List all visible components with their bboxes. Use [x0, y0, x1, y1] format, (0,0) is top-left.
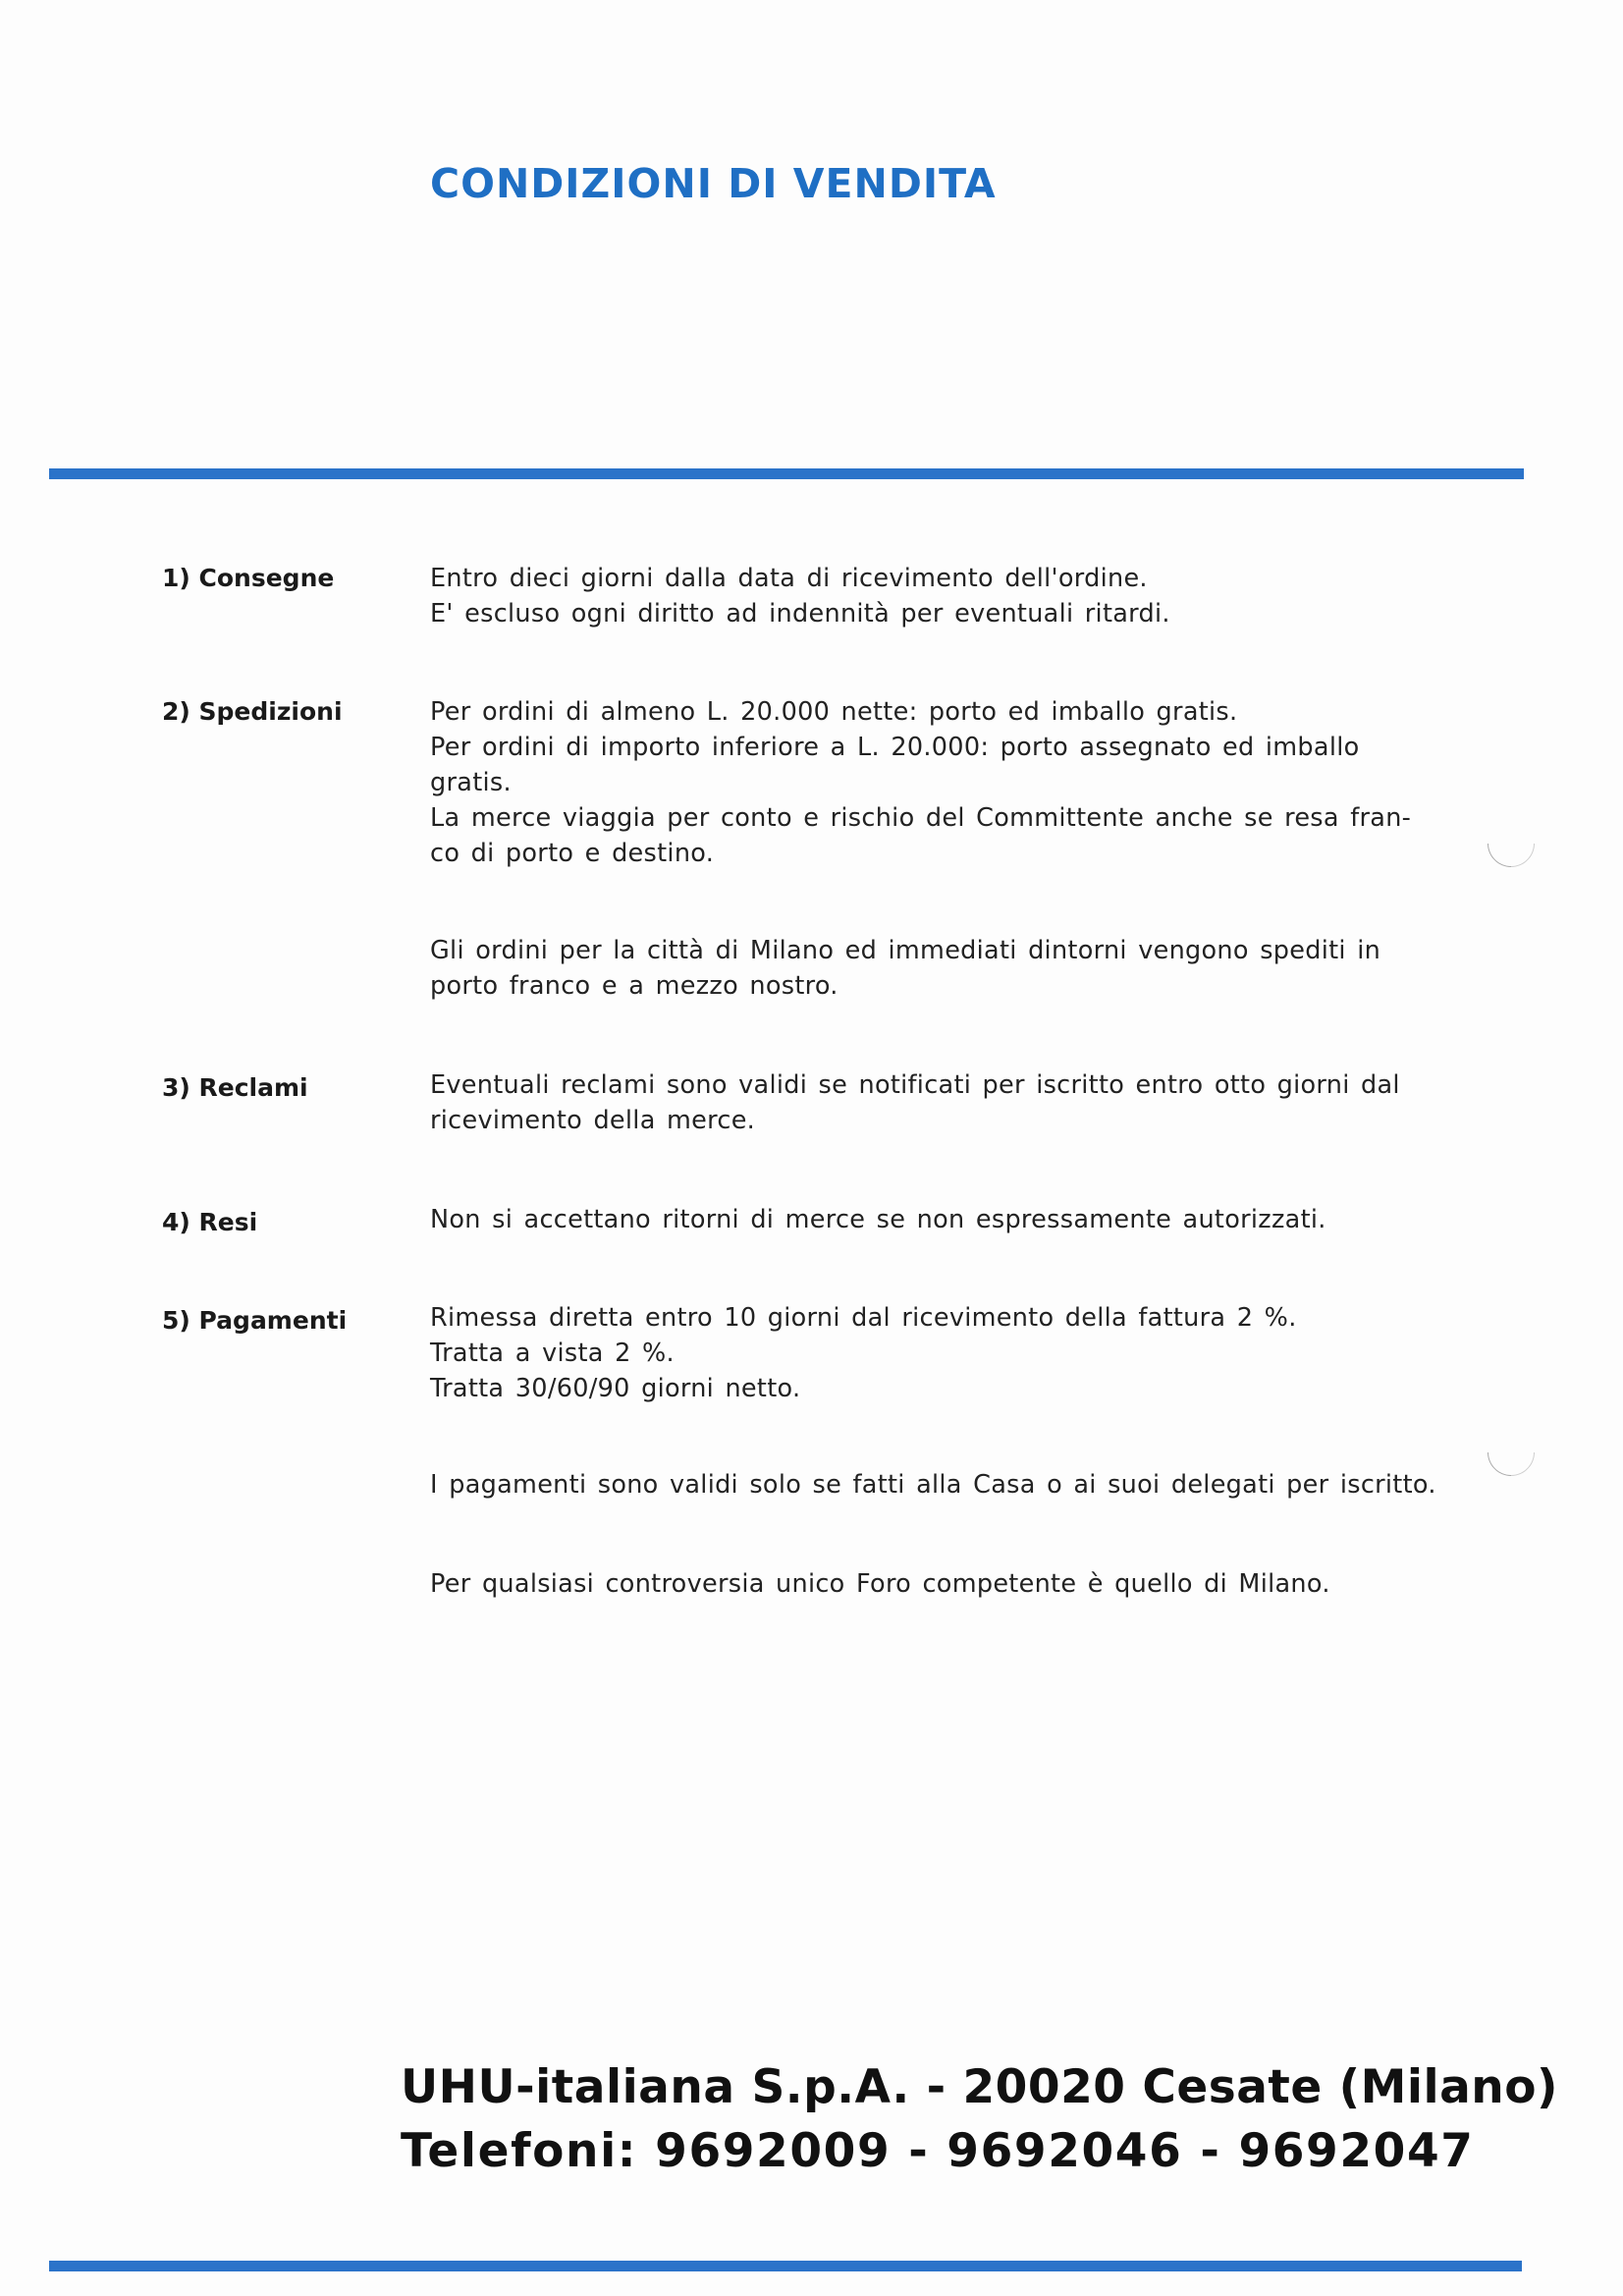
section-text-pagamenti [430, 1300, 1413, 1406]
footer-phones: Telefoni: 9692009 - 9692046 - 9692047 [401, 2124, 1475, 2178]
text-line: La merce viaggia per conto e rischio del Committente anche se resa fran- [430, 803, 1412, 833]
text-line: Tratta a vista 2 %. [430, 1339, 675, 1368]
section-text-spedizioni-milano [430, 933, 1413, 1004]
text-line: Tratta 30/60/90 giorni netto. [430, 1374, 801, 1403]
section-label-spedizioni: 2) Spedizioni [162, 697, 343, 726]
text-line: ricevimento della merce. [430, 1106, 756, 1135]
text-line: Non si accettano ritorni di merce se non espressamente autorizzati. [430, 1205, 1326, 1234]
text-line: porto franco e a mezzo nostro. [430, 971, 839, 1001]
bottom-divider-bar [49, 2261, 1522, 2271]
footer-company: UHU-italiana S.p.A. - 20020 Cesate (Milano) [401, 2060, 1559, 2114]
page-title: CONDIZIONI DI VENDITA [430, 160, 997, 207]
section-text-pagamenti-delegati [430, 1467, 1436, 1503]
section-label-resi: 4) Resi [162, 1208, 258, 1236]
punch-hole-mark [1478, 1419, 1544, 1486]
text-line: E' escluso ogni diritto ad indennità per eventuali ritardi. [430, 599, 1170, 629]
section-text-resi [430, 1202, 1413, 1237]
section-text-spedizioni [430, 694, 1413, 871]
text-line: Per qualsiasi controversia unico Foro competente è quello di Milano. [430, 1569, 1330, 1599]
section-text-foro [430, 1566, 1413, 1602]
section-text-reclami [430, 1067, 1413, 1138]
text-line: Gli ordini per la città di Milano ed immediati dintorni vengono spediti in [430, 936, 1381, 965]
text-line: Entro dieci giorni dalla data di ricevimento dell'ordine. [430, 564, 1148, 593]
text-line: co di porto e destino. [430, 839, 715, 868]
section-text-consegne [430, 561, 1413, 631]
text-line: gratis. [430, 768, 512, 797]
top-divider-bar [49, 468, 1524, 479]
text-line: Per ordini di importo inferiore a L. 20.000: porto assegnato ed imballo [430, 733, 1360, 762]
section-label-reclami: 3) Reclami [162, 1073, 308, 1102]
text-line: I pagamenti sono validi solo se fatti alla Casa o ai suoi delegati per iscritto. [430, 1470, 1436, 1500]
section-label-pagamenti: 5) Pagamenti [162, 1306, 348, 1335]
punch-hole-mark [1478, 810, 1544, 877]
text-line: Rimessa diretta entro 10 giorni dal ricevimento della fattura 2 %. [430, 1303, 1297, 1333]
text-line: Eventuali reclami sono validi se notificati per iscritto entro otto giorni dal [430, 1070, 1400, 1100]
text-line: Per ordini di almeno L. 20.000 nette: porto ed imballo gratis. [430, 697, 1238, 727]
section-label-consegne: 1) Consegne [162, 564, 335, 592]
